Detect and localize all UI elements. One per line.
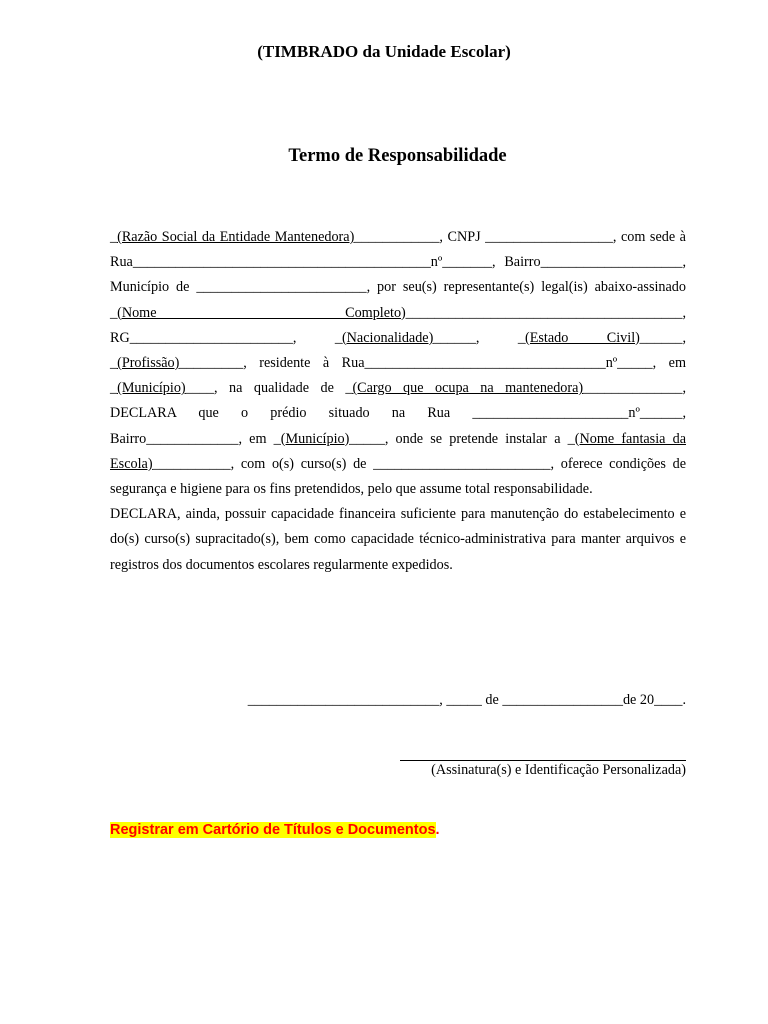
text-run: _______________________________________, RG_______________________, _ xyxy=(110,304,686,346)
field-municipio-residencia: (Município) xyxy=(117,380,186,397)
field-nacionalidade: (Nacionalidade) xyxy=(341,329,434,346)
field-municipio-predio: (Município) xyxy=(280,430,350,447)
highlighted-notice-text: Registrar em Cartório de Títulos e Documentos xyxy=(110,822,436,838)
document-body xyxy=(110,225,686,578)
signature-label: (Assinatura(s) e Identificação Personalizada) xyxy=(431,762,686,778)
text-run: _____, onde se pretende instalar a _ xyxy=(349,430,575,447)
field-profissao: (Profissão) xyxy=(117,355,180,372)
financial-declaration-paragraph: DECLARA, ainda, possuir capacidade financeira suficiente para manutenção do estabelecimento e do(s) curso(s) supracitado(s), bem como capacidade técnico-administrativa para manter arquivos e registros dos documentos escolares regularmente expedidos. xyxy=(110,506,686,573)
text-run: ____________, CNPJ __________________, com sede à Rua__________________________________________nº_______, Bairro____________________, Município de ________________________, por seu(s) representante(s) legal(is) abaixo-assinado _ xyxy=(110,229,686,321)
field-estado-civil: (Estado Civil) xyxy=(525,329,640,346)
field-nome-completo: (Nome Completo) xyxy=(117,304,406,321)
text-run: ______________, DECLARA que o prédio situado na Rua ______________________nº______, Bairro_____________, em _ xyxy=(110,380,686,447)
field-nome-fantasia: (Nome fantasia da Escola) xyxy=(110,430,687,472)
letterhead-placeholder: (TIMBRADO da Unidade Escolar) xyxy=(257,42,511,61)
date-line: ___________________________, _____ de _________________de 20____. xyxy=(247,692,686,708)
registration-notice xyxy=(110,822,440,838)
text-run: ____, na qualidade de _ xyxy=(185,380,353,397)
field-razao-social: (Razão Social da Entidade Mantenedora) xyxy=(117,229,355,245)
declaration-paragraph xyxy=(110,225,686,502)
text-run: _ xyxy=(110,229,118,245)
text-run: ______, _ xyxy=(433,329,525,346)
text-run: ___________, com o(s) curso(s) de _________________________, oferece condições de segurança e higiene para os fins pretendidos, pelo que assume total responsabilidade. xyxy=(110,455,686,498)
notice-period: . xyxy=(435,822,440,838)
field-cargo: (Cargo que ocupa na mantenedora) xyxy=(352,380,584,397)
text-run: ______, _ xyxy=(110,329,686,372)
signature-line xyxy=(400,760,686,761)
text-run: _________, residente à Rua__________________________________nº_____, em _ xyxy=(110,355,686,397)
document-title: Termo de Responsabilidade xyxy=(288,146,507,166)
